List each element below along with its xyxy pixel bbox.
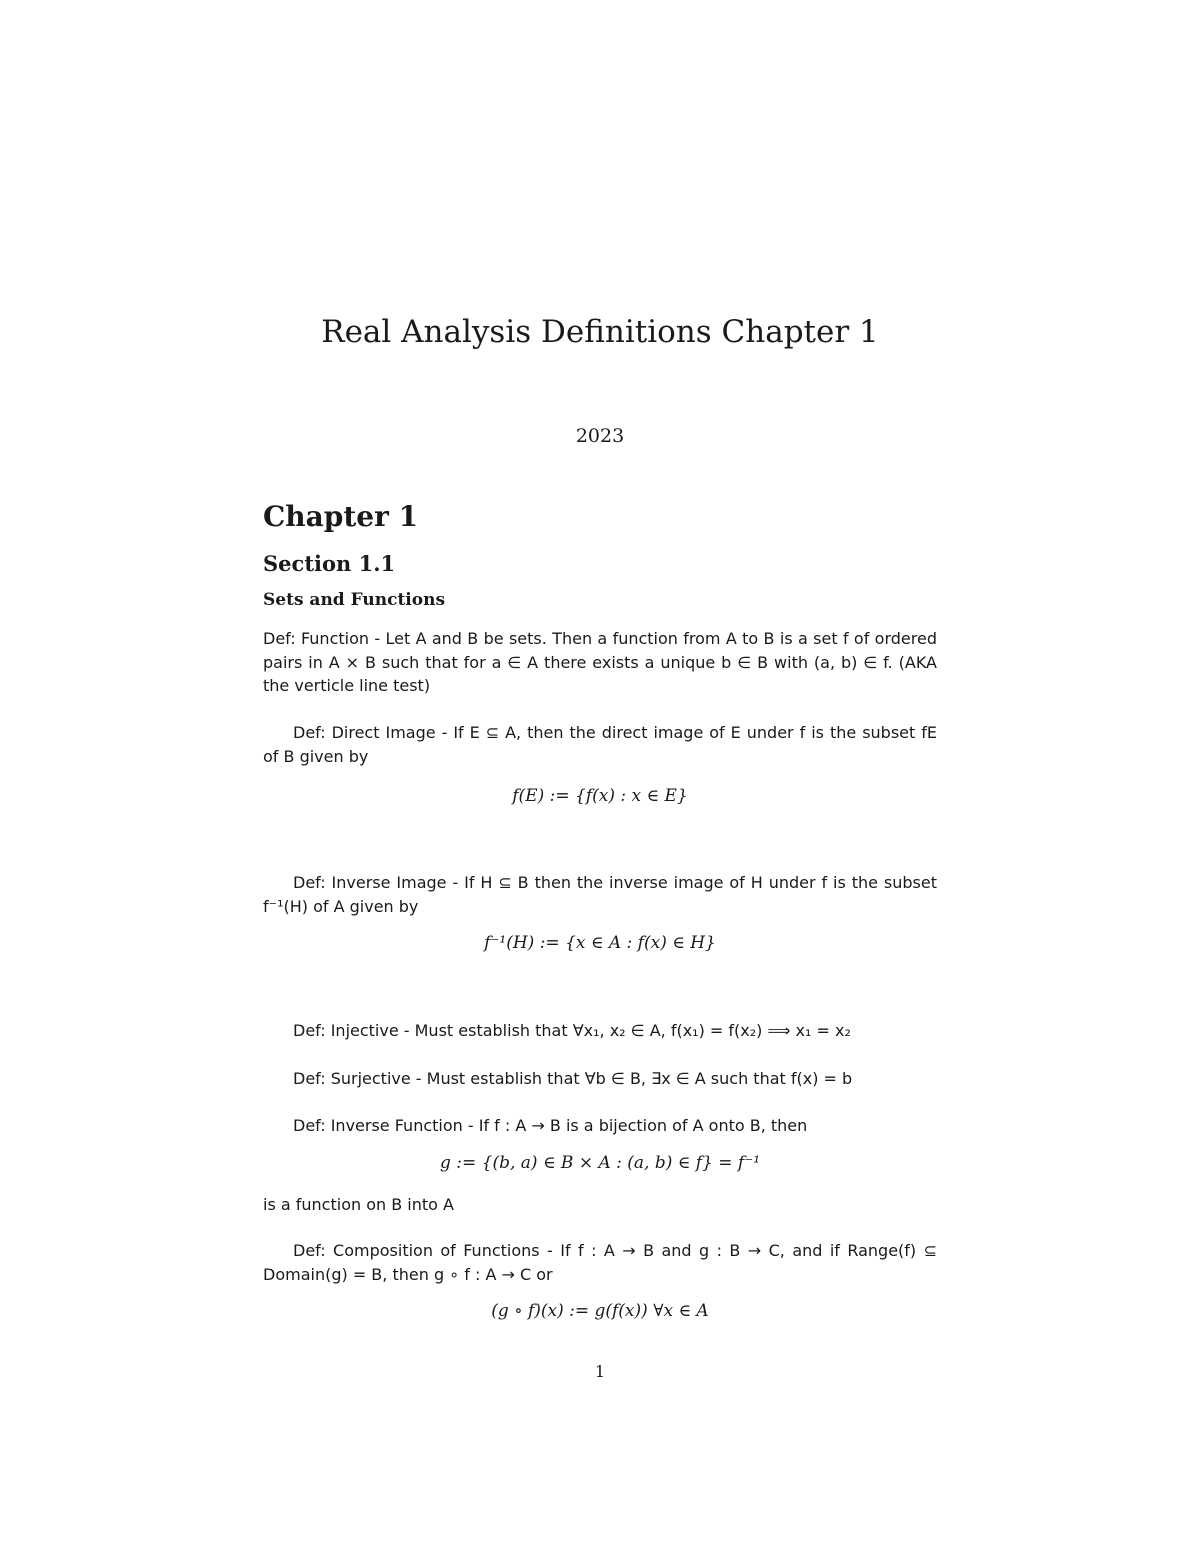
def-surjective: Def: Surjective - Must establish that ∀b ∈ B, ∃x ∈ A such that f(x) = b bbox=[293, 1069, 853, 1088]
section-heading: Section 1.1 bbox=[263, 551, 396, 576]
inverse-function-tail: is a function on B into A bbox=[263, 1195, 454, 1214]
inverse-image-equation: f⁻¹(H) := {x ∈ A : f(x) ∈ H} bbox=[484, 933, 716, 953]
document-title: Real Analysis Definitions Chapter 1 bbox=[321, 314, 879, 350]
document-date: 2023 bbox=[575, 425, 625, 447]
def-direct-image: Def: Direct Image - If E ⊆ A, then the direct image of E under f is the subset fE of B given by bbox=[263, 723, 937, 766]
subsection-heading: Sets and Functions bbox=[263, 590, 446, 610]
page-number: 1 bbox=[594, 1362, 606, 1381]
direct-image-equation: f(E) := {f(x) : x ∈ E} bbox=[512, 786, 688, 806]
def-composition: Def: Composition of Functions - If f : A → B and g : B → C, and if Range(f) ⊆ Domain(g) = B, then g ∘ f : A → C or bbox=[263, 1241, 937, 1284]
composition-equation: (g ∘ f)(x) := g(f(x)) ∀x ∈ A bbox=[491, 1301, 709, 1321]
inverse-function-equation: g := {(b, a) ∈ B × A : (a, b) ∈ f} = f⁻¹ bbox=[439, 1153, 761, 1173]
def-inverse-image: Def: Inverse Image - If H ⊆ B then the inverse image of H under f is the subset f⁻¹(H) of A given by bbox=[263, 873, 937, 916]
def-function: Def: Function - Let A and B be sets. Then a function from A to B is a set f of ordered pairs in A × B such that for a ∈ A there exists a unique b ∈ B with (a, b) ∈ f. (AKA the verticle line test) bbox=[263, 629, 937, 695]
def-injective: Def: Injective - Must establish that ∀x₁, x₂ ∈ A, f(x₁) = f(x₂) ⟹ x₁ = x₂ bbox=[293, 1021, 851, 1040]
chapter-heading: Chapter 1 bbox=[263, 500, 419, 533]
def-inverse-function: Def: Inverse Function - If f : A → B is a bijection of A onto B, then bbox=[293, 1116, 808, 1135]
